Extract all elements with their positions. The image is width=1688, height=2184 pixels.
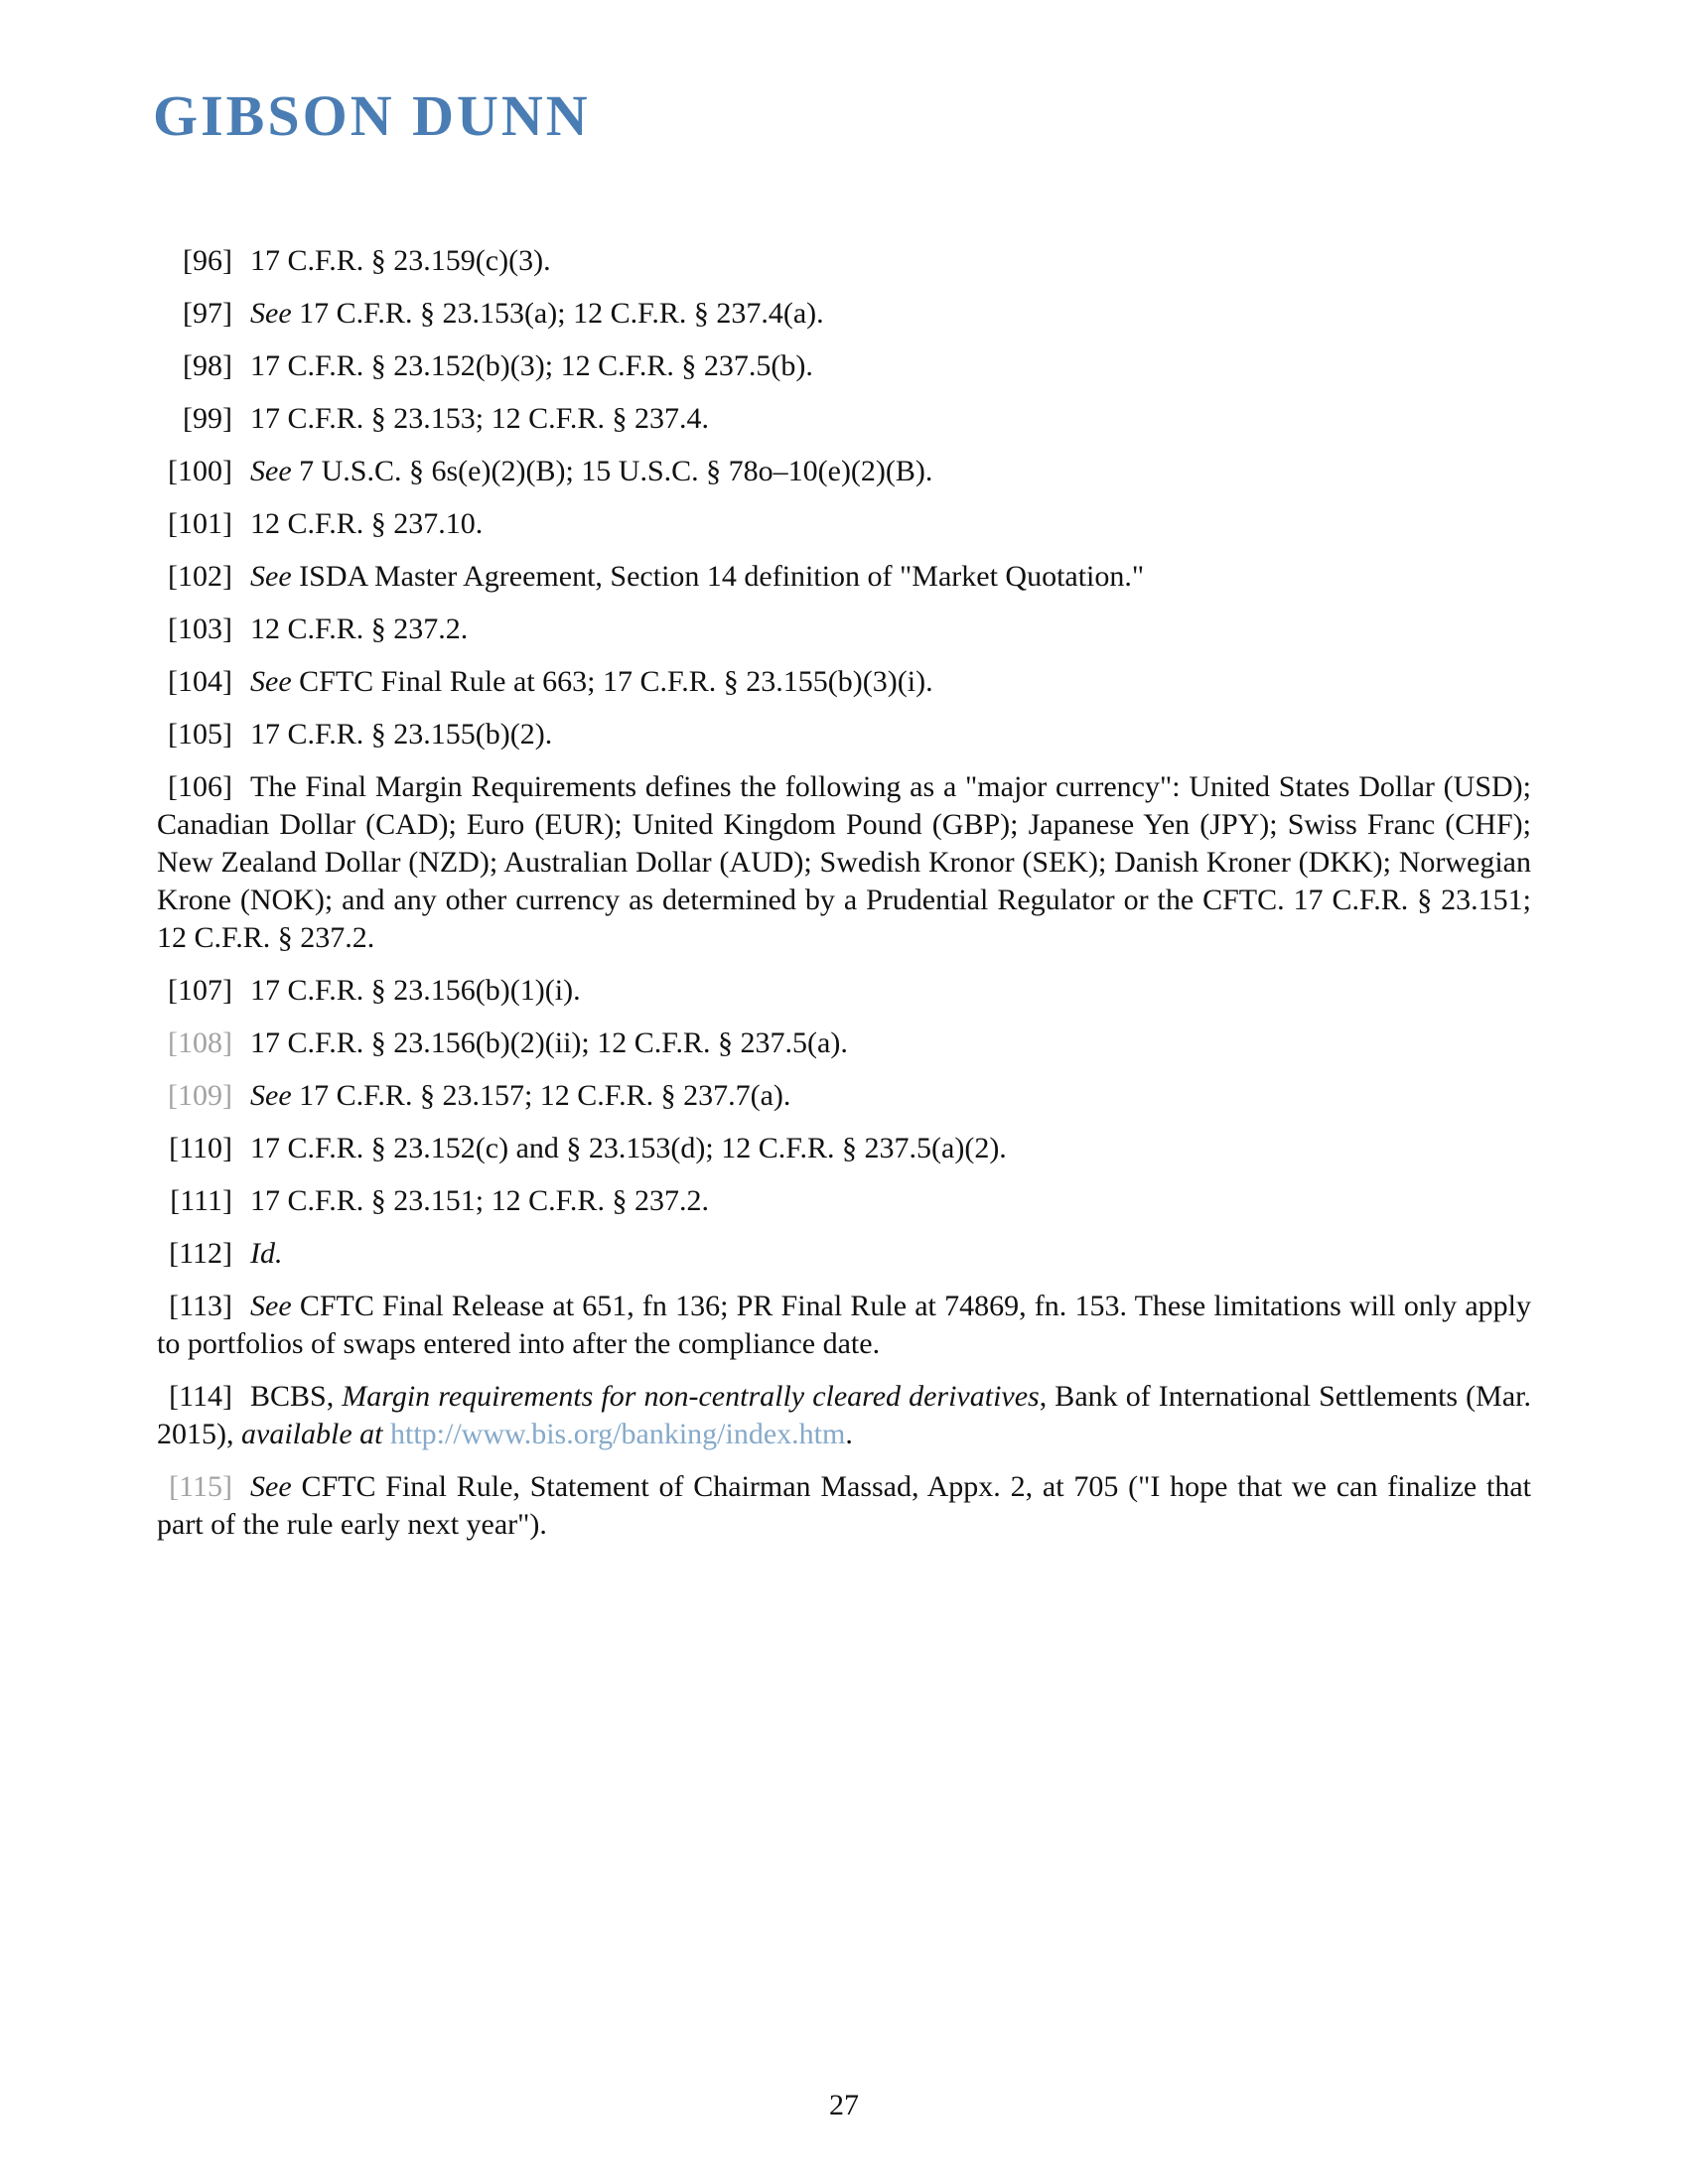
footnote-text: CFTC Final Rule at 663; 17 C.F.R. § 23.155(b)(3)(i). xyxy=(291,665,933,698)
footnote-text: 17 C.F.R. § 23.151; 12 C.F.R. § 237.2. xyxy=(250,1184,709,1217)
footnote-text: ISDA Master Agreement, Section 14 definition of "Market Quotation." xyxy=(291,560,1145,593)
footnote xyxy=(157,611,1531,648)
footnote-marker: [98] xyxy=(183,349,232,382)
footnote-text: 12 C.F.R. § 237.2. xyxy=(250,613,469,645)
footnote-text: 17 C.F.R. § 23.156(b)(1)(i). xyxy=(250,974,581,1007)
footnote-text: 17 C.F.R. § 23.152(c) and § 23.153(d); 12 C.F.R. § 237.5(a)(2). xyxy=(250,1132,1007,1164)
footnote-text: 17 C.F.R. § 23.156(b)(2)(ii); 12 C.F.R. § 237.5(a). xyxy=(250,1026,848,1059)
footnote-text xyxy=(382,1418,390,1450)
footnote-text: CFTC Final Rule, Statement of Chairman Massad, Appx. 2, at 705 ("I hope that we can finalize that part of the rule early next year"). xyxy=(157,1470,1531,1541)
footnotes-list xyxy=(157,242,1531,1544)
footnote-marker: [97] xyxy=(183,297,232,330)
footnote xyxy=(157,1235,1531,1273)
footnote-text: 17 C.F.R. § 23.153; 12 C.F.R. § 237.4. xyxy=(250,402,709,435)
footnote-text: 7 U.S.C. § 6s(e)(2)(B); 15 U.S.C. § 78o–10(e)(2)(B). xyxy=(291,455,933,487)
footnote-text-italic: See xyxy=(250,560,292,593)
footnote-marker: [105] xyxy=(168,718,232,751)
footnote-text-italic: Id. xyxy=(250,1237,283,1270)
footnote xyxy=(157,768,1531,957)
footnote xyxy=(157,505,1531,543)
footnote-text: BCBS, xyxy=(250,1380,343,1413)
footnote xyxy=(157,1182,1531,1220)
footnote xyxy=(157,347,1531,385)
footnote-text: 17 C.F.R. § 23.155(b)(2). xyxy=(250,718,553,751)
footnote xyxy=(157,663,1531,701)
footnote-text-italic: See xyxy=(250,1290,292,1322)
footnote-marker: [100] xyxy=(168,455,232,487)
footnote-text: CFTC Final Release at 651, fn 136; PR Final Rule at 74869, fn. 153. These limitations will only apply to portfolios of swaps entered into after the compliance date. xyxy=(157,1290,1531,1360)
footnote xyxy=(157,716,1531,753)
footnote-marker: [96] xyxy=(183,244,232,277)
footnote xyxy=(157,242,1531,280)
footnote-marker: [113] xyxy=(169,1290,232,1322)
footnote-marker: [108] xyxy=(168,1026,232,1059)
footnote xyxy=(157,1378,1531,1453)
footnote-text: 12 C.F.R. § 237.10. xyxy=(250,507,484,540)
footnote-text-italic: See xyxy=(250,455,292,487)
footnote-text: 17 C.F.R. § 23.152(b)(3); 12 C.F.R. § 237.5(b). xyxy=(250,349,813,382)
footnote-marker: [101] xyxy=(168,507,232,540)
footnote xyxy=(157,1130,1531,1167)
footnote-text: . xyxy=(845,1418,853,1450)
footnote-marker: [102] xyxy=(168,560,232,593)
footnote-marker: [107] xyxy=(168,974,232,1007)
footnote xyxy=(157,453,1531,490)
footnote-text: , Bank of International Settlements (Mar. 2015), xyxy=(157,1380,1531,1450)
footnote-text-italic: See xyxy=(250,665,292,698)
footnote-text-italic: See xyxy=(250,297,292,330)
footnote-text-italic: See xyxy=(250,1079,292,1112)
footnote-marker: [103] xyxy=(168,613,232,645)
footnote-marker: [114] xyxy=(169,1380,232,1413)
footnote-text: 17 C.F.R. § 23.157; 12 C.F.R. § 237.7(a). xyxy=(291,1079,791,1112)
footnote-marker: [104] xyxy=(168,665,232,698)
footnote-marker: [109] xyxy=(168,1079,232,1112)
footnote-marker: [115] xyxy=(169,1470,232,1503)
footnote-marker: [99] xyxy=(183,402,232,435)
footnote-marker: [106] xyxy=(168,770,232,803)
footnote xyxy=(157,972,1531,1010)
footnote-link[interactable]: http://www.bis.org/banking/index.htm xyxy=(389,1418,846,1450)
footnote xyxy=(157,1024,1531,1062)
page-number: 27 xyxy=(829,2089,859,2121)
footnote-text-italic: available at xyxy=(241,1418,383,1450)
footnote xyxy=(157,558,1531,596)
footnote-text-italic: Margin requirements for non-centrally cleared derivatives xyxy=(342,1380,1040,1413)
footnote-marker: [112] xyxy=(169,1237,232,1270)
footnote-text: 17 C.F.R. § 23.159(c)(3). xyxy=(250,244,551,277)
footnote-marker: [111] xyxy=(170,1184,232,1217)
footnote xyxy=(157,1468,1531,1544)
gibson-dunn-logo: GIBSON DUNN xyxy=(153,83,591,148)
footnote xyxy=(157,1288,1531,1363)
footnote xyxy=(157,295,1531,333)
footnote xyxy=(157,1077,1531,1115)
footnote-text: The Final Margin Requirements defines the following as a "major currency": United States Dollar (USD); Canadian Dollar (CAD); Euro (EUR); United Kingdom Pound (GBP); Japanese Yen (JPY); Swiss Franc (CHF); New Zealand Dollar (NZD); Australian Dollar (AUD); Swedish Kronor (SEK); Danish Kroner (DKK); Norwegian Krone (NOK); and any other currency as determined by a Prudential Regulator or the CFTC. 17 C.F.R. § 23.151; 12 C.F.R. § 237.2. xyxy=(157,770,1531,954)
footnote-marker: [110] xyxy=(169,1132,232,1164)
footnote-text-italic: See xyxy=(250,1470,292,1503)
footnote-text: 17 C.F.R. § 23.153(a); 12 C.F.R. § 237.4(a). xyxy=(291,297,824,330)
footnote xyxy=(157,400,1531,438)
